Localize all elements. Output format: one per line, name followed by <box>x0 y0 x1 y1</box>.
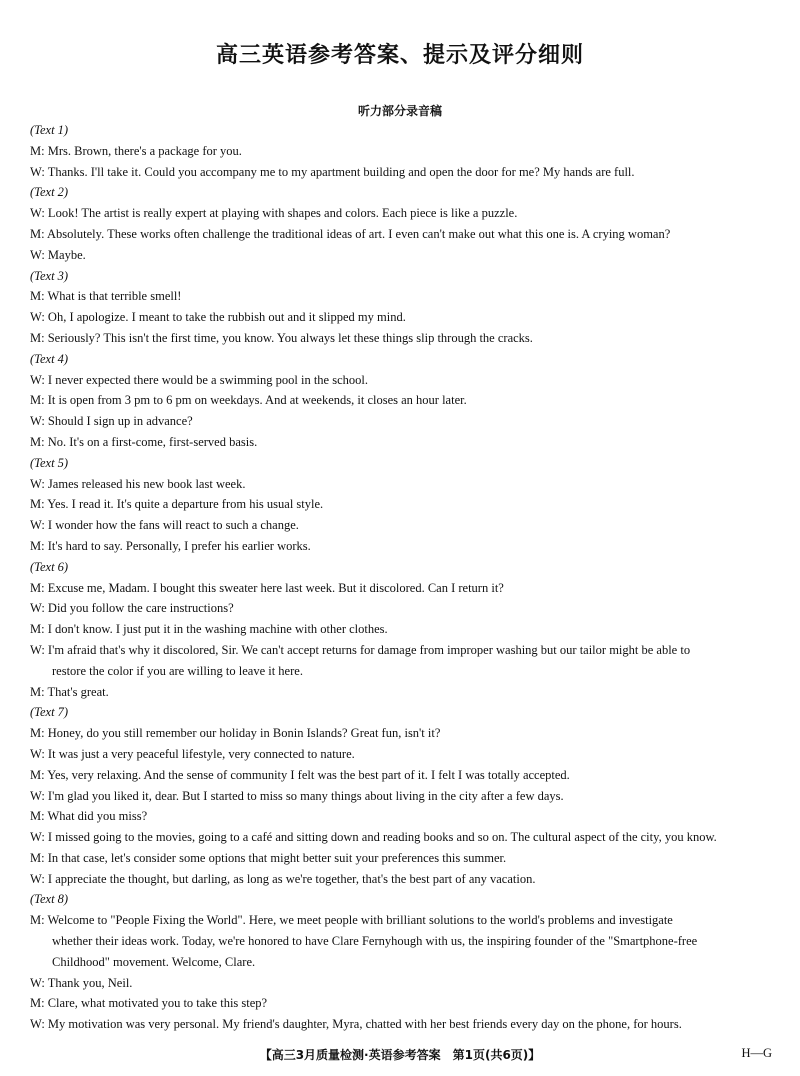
dialogue-line: M: That's great. <box>30 684 109 699</box>
dialogue-line: W: Did you follow the care instructions? <box>30 601 234 616</box>
dialogue-line: M: Yes. I read it. It's quite a departure from his usual style. <box>30 497 324 512</box>
dialogue-line: W: It was just a very peaceful lifestyle, very connected to nature. <box>30 746 355 761</box>
dialogue-line: M: I don't know. I just put it in the washing machine with other clothes. <box>30 622 388 637</box>
dialogue-line: W: I'm glad you liked it, dear. But I started to miss so many things about living in the city after a few days. <box>30 788 564 803</box>
dialogue-line: M: Excuse me, Madam. I bought this sweater here last week. But it discolored. Can I return it? <box>30 580 504 595</box>
page-footer <box>0 1046 800 1066</box>
dialogue-line: M: Mrs. Brown, there's a package for you. <box>30 143 242 158</box>
dialogue-line: M: What did you miss? <box>30 809 148 824</box>
transcript-body <box>30 120 775 1035</box>
section-title: 听力部分录音稿 <box>357 104 442 118</box>
dialogue-line: M: Yes, very relaxing. And the sense of community I felt was the best part of it. I felt I was totally accepted. <box>30 767 570 782</box>
dialogue-line: W: I appreciate the thought, but darling, as long as we're together, that's the best part of any vacation. <box>30 871 536 886</box>
text-label: (Text 4) <box>30 351 69 366</box>
text-label: (Text 8) <box>30 892 69 907</box>
text-label: (Text 7) <box>30 705 69 720</box>
footer-text: 【高三3月质量检测·英语参考答案 第1页(共6页)】 <box>259 1048 541 1062</box>
dialogue-line: M: It is open from 3 pm to 6 pm on weekdays. And at weekends, it closes an hour later. <box>30 393 467 408</box>
text-label: (Text 2) <box>30 185 69 200</box>
dialogue-line: W: Should I sign up in advance? <box>30 414 193 429</box>
dialogue-line: W: Oh, I apologize. I meant to take the rubbish out and it slipped my mind. <box>30 310 406 325</box>
dialogue-line: W: My motivation was very personal. My friend's daughter, Myra, chatted with her best friends every day on the phone, for hours. <box>30 1017 682 1032</box>
dialogue-line: M: What is that terrible smell! <box>30 289 182 304</box>
dialogue-line: M: Honey, do you still remember our holiday in Bonin Islands? Great fun, isn't it? <box>30 726 441 741</box>
dialogue-line: W: Look! The artist is really expert at playing with shapes and colors. Each piece is like a puzzle. <box>30 206 518 221</box>
dialogue-line: W: I'm afraid that's why it discolored, Sir. We can't accept returns for damage from improper washing but our tailor might be able to <box>30 642 691 657</box>
text-label: (Text 3) <box>30 268 69 283</box>
dialogue-line: M: Welcome to "People Fixing the World". Here, we meet people with brilliant solutions to the world's problems and investigate <box>30 913 673 928</box>
dialogue-line: M: Absolutely. These works often challenge the traditional ideas of art. I even can't make out what this one is. A crying woman? <box>30 226 671 241</box>
footer-code: H—G <box>741 1046 772 1060</box>
dialogue-line: W: Thank you, Neil. <box>30 975 133 990</box>
dialogue-line: W: I never expected there would be a swimming pool in the school. <box>30 372 368 387</box>
dialogue-line: M: Seriously? This isn't the first time, you know. You always let these things slip through the cracks. <box>30 330 533 345</box>
dialogue-line-continued: Childhood" movement. Welcome, Clare. <box>52 954 256 969</box>
text-label: (Text 6) <box>30 559 69 574</box>
dialogue-line-continued: restore the color if you are willing to leave it here. <box>52 663 303 678</box>
dialogue-line: M: No. It's on a first-come, first-served basis. <box>30 434 258 449</box>
dialogue-line: M: It's hard to say. Personally, I prefer his earlier works. <box>30 538 311 553</box>
page-title: 高三英语参考答案、提示及评分细则 <box>215 43 584 68</box>
dialogue-line: W: Maybe. <box>30 247 86 262</box>
text-label: (Text 5) <box>30 455 69 470</box>
dialogue-line: M: Clare, what motivated you to take this step? <box>30 996 268 1011</box>
dialogue-line: W: I missed going to the movies, going to a café and sitting down and reading books and so on. The cultural aspect of the city, you know. <box>30 830 717 845</box>
dialogue-line: W: Thanks. I'll take it. Could you accompany me to my apartment building and open the door for me? My hands are full. <box>30 164 635 179</box>
dialogue-line: M: In that case, let's consider some options that might better suit your preferences this summer. <box>30 850 507 865</box>
dialogue-line: W: I wonder how the fans will react to such a change. <box>30 518 299 533</box>
dialogue-line: W: James released his new book last week. <box>30 476 246 491</box>
text-label: (Text 1) <box>30 123 69 137</box>
dialogue-line-continued: whether their ideas work. Today, we're honored to have Clare Fernyhough with us, the inspiring founder of the "Smartphone-free <box>52 934 698 949</box>
